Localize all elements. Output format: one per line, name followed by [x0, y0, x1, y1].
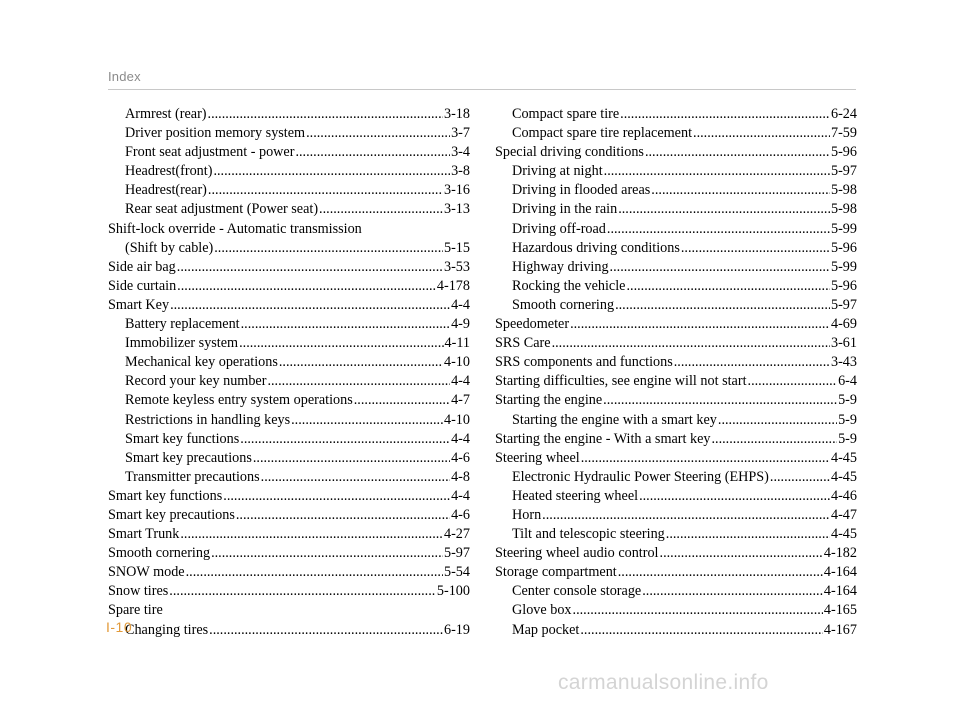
dot-leader — [626, 277, 830, 296]
dot-leader — [236, 506, 450, 525]
index-page-ref: 4-165 — [823, 602, 857, 619]
index-page-ref: 4-8 — [451, 468, 470, 485]
index-page-ref: 5-54 — [443, 564, 470, 581]
index-entry — [495, 296, 857, 315]
index-entry — [108, 239, 470, 258]
index-term: Smart Trunk — [108, 526, 180, 543]
dot-leader — [603, 391, 837, 410]
index-page-ref: 4-10 — [443, 354, 470, 371]
index-term: Heated steering wheel — [512, 487, 639, 504]
index-entry — [495, 315, 857, 334]
index-page-ref: 3-7 — [451, 125, 470, 142]
index-entry — [108, 430, 470, 449]
dot-leader — [607, 220, 830, 239]
index-entry — [108, 105, 470, 124]
dot-leader — [279, 353, 443, 372]
index-entry — [108, 411, 470, 430]
index-entry — [495, 563, 857, 582]
index-entry — [108, 220, 470, 239]
index-term: Smart Key — [108, 296, 170, 313]
index-entry — [108, 315, 470, 334]
dot-leader — [213, 162, 450, 181]
index-page-ref: 3-8 — [451, 163, 470, 180]
index-term: Changing tires — [125, 621, 209, 638]
index-page-ref: 5-96 — [830, 277, 857, 294]
index-term: Restrictions in handling keys — [125, 411, 291, 428]
index-term: (Shift by cable) — [125, 239, 214, 256]
index-page-ref: 4-4 — [451, 373, 470, 390]
index-entry — [108, 525, 470, 544]
index-page-ref: 5-99 — [830, 220, 857, 237]
index-term: Electronic Hydraulic Power Steering (EHPS) — [512, 468, 769, 485]
index-term: Hazardous driving conditions — [512, 239, 680, 256]
index-entry — [495, 220, 857, 239]
index-page-ref: 4-178 — [436, 277, 470, 294]
index-term: Transmitter precautions — [125, 468, 260, 485]
index-entry — [108, 449, 470, 468]
index-term: Smart key precautions — [108, 506, 235, 523]
index-entry — [108, 181, 470, 200]
dot-leader — [253, 449, 450, 468]
index-entry — [495, 544, 857, 563]
index-term: Rocking the vehicle — [512, 277, 626, 294]
index-term: Driving at night — [512, 163, 603, 180]
index-page-ref: 4-167 — [823, 621, 857, 638]
index-entry — [108, 124, 470, 143]
index-page-ref: 4-7 — [451, 392, 470, 409]
index-entry — [108, 391, 470, 410]
dot-leader — [580, 621, 823, 640]
index-entry — [108, 277, 470, 296]
index-term: Smooth cornering — [108, 545, 211, 562]
index-page-ref: 5-100 — [436, 583, 470, 600]
index-entry — [108, 506, 470, 525]
index-term: Immobilizer system — [125, 335, 239, 352]
dot-leader — [291, 411, 443, 430]
index-page-ref: 6-19 — [443, 621, 470, 638]
index-entry — [495, 391, 857, 410]
index-term: Driving off-road — [512, 220, 606, 237]
index-page-ref: 6-4 — [838, 373, 857, 390]
index-term: SNOW mode — [108, 564, 185, 581]
index-term: Armrest (rear) — [125, 106, 207, 122]
index-term: Headrest(front) — [125, 163, 213, 180]
dot-leader — [681, 239, 830, 258]
index-page-ref: 3-13 — [443, 201, 470, 218]
dot-leader — [639, 487, 830, 506]
dot-leader — [581, 449, 830, 468]
index-page-ref: 3-61 — [830, 335, 857, 352]
index-entry — [495, 601, 857, 620]
index-entry — [108, 334, 470, 353]
dot-leader — [241, 315, 450, 334]
index-page-ref: 4-6 — [451, 506, 470, 523]
dot-leader — [552, 334, 830, 353]
index-entry — [495, 525, 857, 544]
index-term: Starting the engine - With a smart key — [495, 430, 711, 447]
index-term: Front seat adjustment - power — [125, 144, 295, 161]
dot-leader — [295, 143, 450, 162]
index-page-ref: 5-9 — [838, 411, 857, 428]
index-page-ref: 4-10 — [443, 411, 470, 428]
dot-leader — [666, 525, 830, 544]
index-entry — [495, 372, 857, 391]
index-entry — [108, 162, 470, 181]
index-entry — [108, 258, 470, 277]
dot-leader — [770, 468, 830, 487]
index-entry — [108, 544, 470, 563]
index-term: Remote keyless entry system operations — [125, 392, 353, 409]
index-entry — [495, 181, 857, 200]
index-term: Side air bag — [108, 258, 176, 275]
index-entry — [108, 563, 470, 582]
index-page-ref: 4-11 — [444, 335, 470, 352]
index-entry — [495, 468, 857, 487]
dot-leader — [177, 277, 436, 296]
index-page-ref: 4-9 — [451, 316, 470, 333]
index-entry — [108, 601, 470, 620]
index-page-ref: 4-45 — [830, 526, 857, 543]
index-page-ref: 5-98 — [830, 182, 857, 199]
index-page-ref: 4-6 — [451, 449, 470, 466]
index-term: Starting the engine with a smart key — [512, 411, 717, 428]
dot-leader — [618, 200, 830, 219]
index-entry — [495, 277, 857, 296]
index-term: Steering wheel audio control — [495, 545, 659, 562]
index-term: Compact spare tire replacement — [512, 125, 693, 142]
index-page-ref: 3-43 — [830, 354, 857, 371]
dot-leader — [542, 506, 830, 525]
dot-leader — [645, 143, 830, 162]
index-term: SRS components and functions — [495, 354, 673, 371]
dot-leader — [642, 582, 823, 601]
index-entry — [108, 582, 470, 601]
index-term: Rear seat adjustment (Power seat) — [125, 201, 319, 218]
index-entry — [108, 621, 470, 640]
index-column-left — [108, 105, 470, 640]
index-page-ref: 4-4 — [451, 296, 470, 313]
index-term: Map pocket — [512, 621, 580, 638]
index-entry — [108, 296, 470, 315]
dot-leader — [177, 258, 443, 277]
index-page-ref: 5-9 — [838, 430, 857, 447]
index-term: Speedometer — [495, 316, 570, 333]
index-page-ref: 5-96 — [830, 239, 857, 256]
watermark-text: carmanualsonline.info — [558, 671, 769, 694]
index-page-ref: 4-164 — [823, 564, 857, 581]
dot-leader — [354, 391, 450, 410]
index-term: Highway driving — [512, 258, 609, 275]
dot-leader — [610, 258, 830, 277]
index-term: Driving in flooded areas — [512, 182, 651, 199]
dot-leader — [211, 544, 443, 563]
index-term: Spare tire — [108, 602, 163, 619]
index-page-ref: 3-18 — [443, 106, 470, 122]
index-term: Compact spare tire — [512, 106, 620, 122]
index-page-ref: 4-45 — [830, 449, 857, 466]
index-term: Storage compartment — [495, 564, 617, 581]
index-page-ref: 5-9 — [838, 392, 857, 409]
index-entry — [495, 105, 857, 124]
index-page-ref: 4-69 — [830, 316, 857, 333]
index-page-ref: 5-97 — [443, 545, 470, 562]
dot-leader — [180, 525, 443, 544]
index-page-ref: 4-4 — [451, 430, 470, 447]
section-title: Index — [108, 69, 141, 84]
index-page-ref: 5-96 — [830, 144, 857, 161]
index-term: Starting the engine — [495, 392, 603, 409]
dot-leader — [169, 582, 436, 601]
index-term: Smart key precautions — [125, 449, 252, 466]
dot-leader — [209, 621, 443, 640]
index-term: Driver position memory system — [125, 125, 306, 142]
index-entry — [108, 372, 470, 391]
index-page-ref: 6-24 — [830, 106, 857, 122]
dot-leader — [693, 124, 830, 143]
dot-leader — [618, 563, 823, 582]
dot-leader — [240, 430, 450, 449]
index-page-ref: 4-45 — [830, 468, 857, 485]
index-entry — [495, 430, 857, 449]
index-term: Center console storage — [512, 583, 642, 600]
dot-leader — [208, 181, 443, 200]
index-term: Smooth cornering — [512, 296, 615, 313]
index-entry — [495, 411, 857, 430]
dot-leader — [267, 372, 450, 391]
index-page-ref: 4-164 — [823, 583, 857, 600]
index-entry — [108, 200, 470, 219]
index-page-ref: 4-182 — [823, 545, 857, 562]
index-entry — [108, 143, 470, 162]
dot-leader — [306, 124, 450, 143]
dot-leader — [674, 353, 830, 372]
dot-leader — [604, 162, 830, 181]
index-page-ref: 4-47 — [830, 506, 857, 523]
index-entry — [108, 487, 470, 506]
index-page-ref: 3-16 — [443, 182, 470, 199]
dot-leader — [239, 334, 443, 353]
dot-leader — [615, 296, 830, 315]
dot-leader — [319, 200, 443, 219]
index-term: Glove box — [512, 602, 572, 619]
index-page-ref: 5-98 — [830, 201, 857, 218]
index-entry — [108, 468, 470, 487]
index-entry — [495, 353, 857, 372]
index-entry — [495, 621, 857, 640]
index-term: Starting difficulties, see engine will not start — [495, 373, 747, 390]
index-term: Smart key functions — [108, 487, 223, 504]
dot-leader — [170, 296, 450, 315]
dot-leader — [261, 468, 450, 487]
dot-leader — [620, 105, 830, 124]
index-entry — [108, 353, 470, 372]
index-entry — [495, 506, 857, 525]
index-term: Record your key number — [125, 373, 267, 390]
index-page-ref: 4-27 — [443, 526, 470, 543]
index-entry — [495, 124, 857, 143]
index-entry — [495, 143, 857, 162]
index-term: Driving in the rain — [512, 201, 618, 218]
index-page-ref: 3-53 — [443, 258, 470, 275]
index-term: Shift-lock override - Automatic transmission — [108, 220, 362, 237]
index-page-ref: 5-97 — [830, 296, 857, 313]
index-page-ref: 5-97 — [830, 163, 857, 180]
index-entry — [495, 162, 857, 181]
index-term: Mechanical key operations — [125, 354, 278, 371]
index-entry — [495, 334, 857, 353]
header-divider — [108, 89, 856, 90]
index-entry — [495, 239, 857, 258]
index-page-ref: 3-4 — [451, 144, 470, 161]
index-entry — [495, 200, 857, 219]
dot-leader — [214, 239, 443, 258]
dot-leader — [570, 315, 830, 334]
index-term: SRS Care — [495, 335, 551, 352]
dot-leader — [711, 430, 837, 449]
index-term: Tilt and telescopic steering — [512, 526, 665, 543]
index-term: Side curtain — [108, 277, 177, 294]
dot-leader — [718, 411, 837, 430]
index-term: Battery replacement — [125, 316, 240, 333]
index-page-ref: 7-59 — [830, 125, 857, 142]
dot-leader — [208, 105, 443, 124]
dot-leader — [748, 372, 838, 391]
index-term: Snow tires — [108, 583, 169, 600]
index-entry — [495, 449, 857, 468]
dot-leader — [660, 544, 823, 563]
index-entry — [495, 582, 857, 601]
dot-leader — [573, 601, 823, 620]
index-term: Headrest(rear) — [125, 182, 207, 199]
index-entry — [495, 258, 857, 277]
index-term: Smart key functions — [125, 430, 240, 447]
index-term: Steering wheel — [495, 449, 580, 466]
page-number: I-10 — [106, 619, 133, 635]
index-page-ref: 5-99 — [830, 258, 857, 275]
index-term: Special driving conditions — [495, 144, 644, 161]
index-page-ref: 5-15 — [443, 239, 470, 256]
index-term: Horn — [512, 506, 542, 523]
dot-leader — [651, 181, 830, 200]
index-page-ref: 4-46 — [830, 487, 857, 504]
index-entry — [495, 487, 857, 506]
index-page-ref: 4-4 — [451, 487, 470, 504]
dot-leader — [186, 563, 443, 582]
dot-leader — [223, 487, 450, 506]
index-column-right — [495, 105, 857, 640]
